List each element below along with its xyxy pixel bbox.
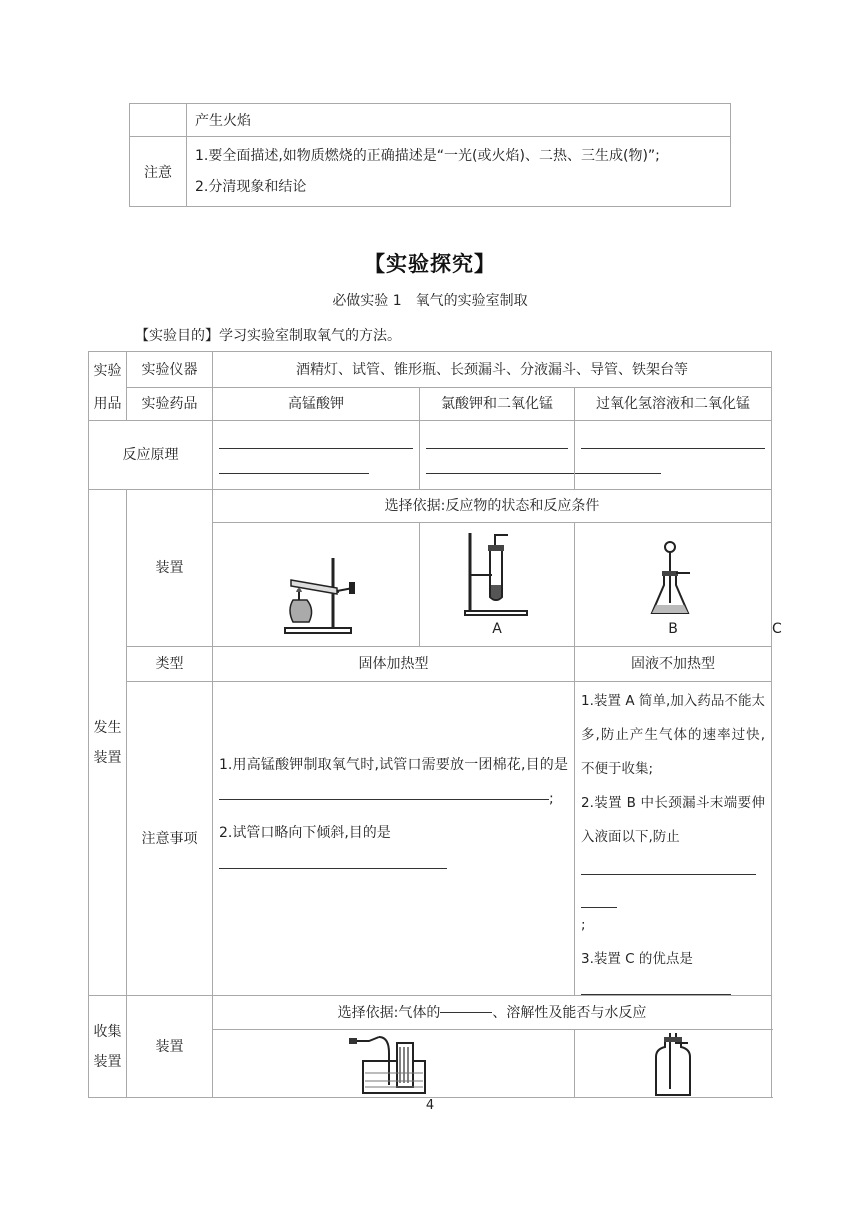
- note-right-2: 2.装置 B 中长颈漏斗末端要伸入液面以下,防止 ;: [581, 795, 765, 933]
- reagent-kmno4: 高锰酸钾: [213, 388, 420, 421]
- principle-blank-2: [420, 421, 575, 490]
- principle-blank-1: [213, 421, 420, 490]
- note-right-3: [575, 942, 771, 995]
- water-trough-icon: [349, 1033, 439, 1097]
- note-line-2: 2.分清现象和结论: [195, 178, 307, 195]
- collection-label: [89, 996, 127, 1098]
- experiment-goal: 【实验目的】学习实验室制取氧气的方法。: [135, 328, 401, 344]
- collect-basis-suffix: 、溶解性及能否与水反应: [492, 1004, 647, 1021]
- apparatus-b-cell: [575, 523, 772, 647]
- note-label: 注意: [130, 137, 187, 207]
- supplies-label-line1: 实验: [93, 363, 122, 379]
- water-collection-apparatus: [213, 1031, 574, 1097]
- type-solid-liquid: 固液不加热型: [575, 647, 772, 682]
- device-label: 装置: [127, 490, 213, 647]
- apparatus-a: [420, 529, 574, 619]
- note-content: [187, 137, 731, 207]
- supplies-label: [89, 352, 127, 421]
- apparatus-b-icon: [648, 539, 698, 619]
- generation-label: [89, 490, 127, 996]
- instruments-label: 实验仪器: [127, 352, 213, 388]
- reagents-label: 实验药品: [127, 388, 213, 421]
- gas-bottle-icon: [648, 1033, 698, 1097]
- apparatus-b: [575, 529, 771, 619]
- principle-label: 反应原理: [89, 421, 213, 490]
- collect-basis: [213, 996, 772, 1030]
- type-label: 类型: [127, 647, 213, 682]
- experiment-table: 实验 用品 实验仪器 酒精灯、试管、锥形瓶、长颈漏斗、分液漏斗、导管、铁架台等 实验药品 高锰酸钾 氯酸钾和二氧化锰 过氧化氢溶液和二氧化锰 反应原理 发生 装置 装置 选择依据:反应物的状态和反应条件 A B C 类型 固体加热型 固液不加热型 注意事项 1.用高锰酸钾制取氧气时,试管口需要放一团棉花,目的是 ; 2.试管口略向下倾斜,目的是 1.装置 A 简单,加入药品不能太多,防止产生气体的速率过快,不便于收集; 2.装置 B 中长颈漏斗末端要伸入液面以下,防止 ; 3.装置 C 的优点是 收集 装置 装置 选择依据:气体的 、溶解性及能否与水反应: [88, 351, 772, 1098]
- collect-basis-prefix: 选择依据:气体的: [337, 1004, 441, 1021]
- heating-apparatus: [213, 530, 419, 640]
- collect-water-cell: [213, 1030, 575, 1098]
- page-number: 4: [425, 1098, 435, 1113]
- collect-device-label: 装置: [127, 996, 213, 1098]
- note-left-1-text: 1.用高锰酸钾制取氧气时,试管口需要放一团棉花,目的是: [219, 757, 568, 773]
- instruments-value: 酒精灯、试管、锥形瓶、长颈漏斗、分液漏斗、导管、铁架台等: [213, 352, 772, 388]
- note-line-1: 1.要全面描述,如物质燃烧的正确描述是“一光(或火焰)、二热、三生成(物)”;: [195, 147, 660, 164]
- notes-label: 注意事项: [127, 682, 213, 996]
- supplies-label-line2: 用品: [93, 396, 122, 412]
- note-left-2-text: 2.试管口略向下倾斜,目的是: [219, 825, 391, 841]
- apparatus-a-label: A: [492, 620, 502, 637]
- reagent-h2o2: 过氧化氢溶液和二氧化锰: [575, 388, 772, 421]
- principle-blank-3: [575, 421, 772, 490]
- collection-label-line2: 装置: [93, 1053, 122, 1070]
- collection-label-line1: 收集: [93, 1023, 122, 1040]
- experiment-title: 必做实验 1 氧气的实验室制取: [332, 293, 528, 309]
- note-right-2-text: 2.装置 B 中长颈漏斗末端要伸入液面以下,防止: [581, 795, 765, 845]
- apparatus-a-icon: [462, 529, 532, 619]
- apparatus-b-label: B: [668, 620, 678, 637]
- note-left-2: [213, 816, 574, 869]
- apparatus-heating-cell: [213, 523, 420, 647]
- bottle-apparatus: [575, 1031, 771, 1097]
- heating-apparatus-icon: [271, 530, 361, 640]
- note-left-1: 1.用高锰酸钾制取氧气时,试管口需要放一团棉花,目的是 ;: [219, 757, 568, 807]
- row-flame-text: 产生火焰: [187, 104, 731, 137]
- type-solid-heating: 固体加热型: [213, 647, 575, 682]
- empty-cell: [130, 104, 187, 137]
- generation-label-line2: 装置: [93, 749, 122, 766]
- generation-label-line1: 发生: [93, 719, 122, 736]
- top-note-table: [129, 103, 731, 207]
- section-title: 【实验探究】: [364, 252, 496, 276]
- notes-left: [213, 682, 575, 996]
- selection-basis: 选择依据:反应物的状态和反应条件: [213, 490, 772, 523]
- apparatus-a-cell: [420, 523, 575, 647]
- collect-bottle-cell: [575, 1030, 772, 1098]
- note-right-1: 1.装置 A 简单,加入药品不能太多,防止产生气体的速率过快,不便于收集;: [581, 693, 765, 777]
- note-right-3-text: 3.装置 C 的优点是: [581, 951, 693, 967]
- reagent-kclo3: 氯酸钾和二氧化锰: [420, 388, 575, 421]
- notes-right: [575, 682, 772, 996]
